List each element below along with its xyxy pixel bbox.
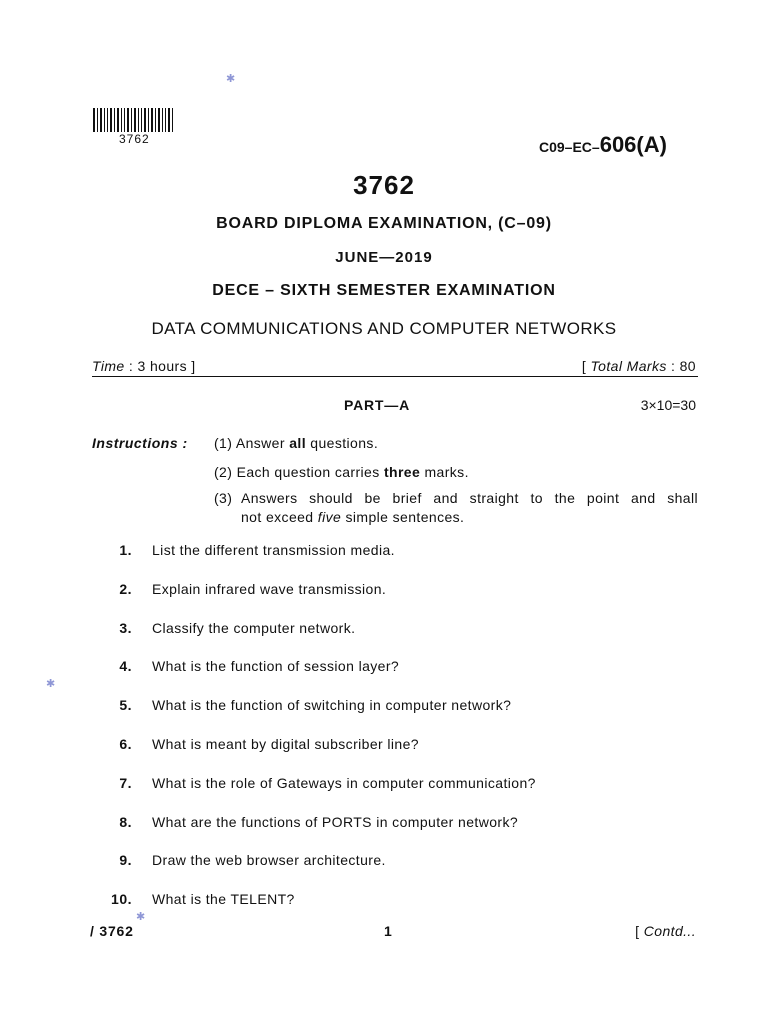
part-marks: 3×10=30 — [640, 397, 696, 413]
continued-bracket: [ — [635, 923, 640, 939]
instruction-emphasis: five — [317, 509, 342, 525]
question-text: What are the functions of PORTS in computer network? — [152, 814, 519, 830]
footer-code: / 3762 — [90, 923, 134, 939]
question-text: Explain infrared wave transmission. — [152, 581, 387, 597]
question-number: 5. — [119, 697, 132, 713]
subject-heading: DATA COMMUNICATIONS AND COMPUTER NETWORKS — [151, 319, 617, 338]
question-text: What is the role of Gateways in computer communication? — [152, 775, 536, 791]
page-number: 1 — [384, 923, 392, 939]
instruction-item-continued — [241, 509, 464, 525]
instruction-text: Answers should be brief and straight to the point and shall — [241, 490, 698, 506]
decorative-star-icon: ✱ — [46, 678, 56, 690]
question-text: What is the TELENT? — [152, 891, 295, 907]
instruction-number: (3) — [214, 490, 233, 506]
paper-code — [539, 132, 667, 158]
part-heading: PART—A — [344, 397, 410, 413]
session-heading: JUNE—2019 — [335, 249, 433, 266]
instruction-emphasis: three — [383, 464, 421, 480]
question-number: 3. — [119, 620, 132, 636]
paper-code-prefix: C09–EC– — [539, 139, 600, 155]
instruction-item — [214, 464, 469, 480]
time-allowed — [92, 358, 196, 374]
question-text: List the different transmission media. — [152, 542, 395, 558]
total-marks — [582, 358, 696, 374]
instruction-text: not exceed — [241, 509, 314, 525]
instruction-text: simple sentences. — [345, 509, 465, 525]
total-marks-value: : 80 — [671, 358, 696, 374]
barcode — [93, 108, 179, 132]
paper-code-suffix: 606(A) — [599, 132, 667, 157]
question-text: What is the function of session layer? — [152, 658, 400, 674]
semester-heading: DECE – SIXTH SEMESTER EXAMINATION — [212, 282, 556, 299]
time-value: : 3 hours ] — [128, 358, 196, 374]
instruction-text: Answer — [235, 435, 285, 451]
question-text: What is meant by digital subscriber line? — [152, 736, 419, 752]
question-text: Classify the computer network. — [152, 620, 356, 636]
question-number: 8. — [119, 814, 132, 830]
question-text: What is the function of switching in computer network? — [152, 697, 512, 713]
decorative-star-icon: ✱ — [226, 73, 236, 85]
board-heading: BOARD DIPLOMA EXAMINATION, (C–09) — [216, 215, 552, 232]
question-number: 9. — [119, 852, 132, 868]
question-number: 1. — [119, 542, 132, 558]
question-number: 2. — [119, 581, 132, 597]
instruction-number: (1) — [214, 435, 233, 451]
instruction-item — [214, 435, 378, 451]
instruction-text: marks. — [424, 464, 469, 480]
question-number: 4. — [119, 658, 132, 674]
instruction-text: Each question carries — [236, 464, 380, 480]
time-label: Time — [92, 358, 125, 374]
instruction-emphasis: all — [289, 435, 306, 451]
continued-text: Contd... — [643, 923, 696, 939]
question-number: 6. — [119, 736, 132, 752]
instruction-text: questions. — [310, 435, 379, 451]
question-number: 10. — [111, 891, 132, 907]
decorative-star-icon: ✱ — [136, 911, 146, 923]
question-text: Draw the web browser architecture. — [152, 852, 386, 868]
instruction-number: (2) — [214, 464, 233, 480]
header-divider — [92, 376, 698, 377]
barcode-number: 3762 — [119, 132, 150, 146]
total-marks-bracket: [ — [581, 358, 587, 374]
question-number: 7. — [119, 775, 132, 791]
continued-note — [635, 923, 696, 939]
total-marks-label: Total Marks — [590, 358, 667, 374]
exam-code-title: 3762 — [353, 170, 415, 200]
instructions-label: Instructions : — [92, 435, 188, 451]
